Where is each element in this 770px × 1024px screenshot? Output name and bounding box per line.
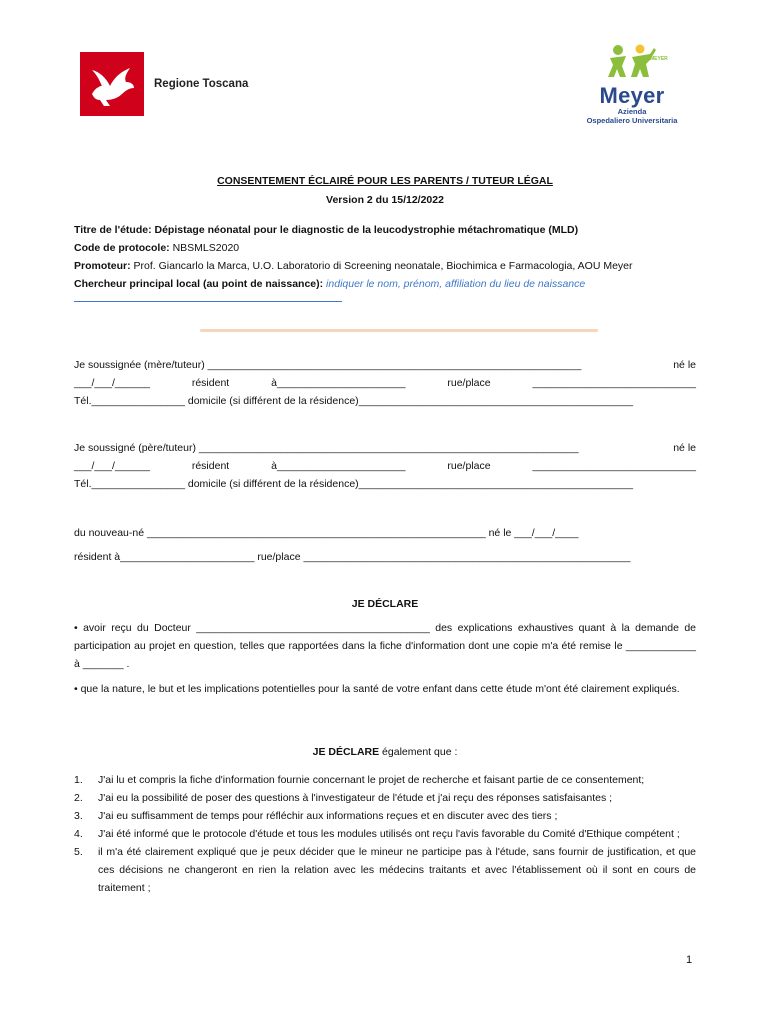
father-line-3: Tél.________________ domicile (si différent de la résidence)_______________________________________________ — [74, 478, 634, 490]
page-number: 1 — [686, 954, 693, 966]
declaration-1-paragraph-1: • avoir reçu du Docteur ________________________________________ des explications exhaustives quant à la demande de participation au projet en question, telles que rapportées dans la fiche d'information dont une copie m'a été remise le ____________ à _______ . — [74, 622, 696, 670]
chercheur-blank-line — [74, 301, 342, 302]
declaration-1-paragraph-2: • que la nature, le but et les implications potentielles pour la santé de votre enfant dans cette étude m'ont été clairement expliqués. — [74, 683, 680, 695]
list-item: 5. il m'a été clairement expliqué que je peux décider que le mineur ne participe pas à l'étude, sans fournir de justification, et que ces décisions ne changeront en rien la relation avec les médecins traitants et avec l'établissement où il sont en cours de traitement ; — [74, 846, 696, 894]
title-line-2: Version 2 du 15/12/2022 — [326, 194, 444, 206]
mother-line-2: ___/___/______ résident à______________________ rue/place ____________________________ — [74, 377, 696, 389]
study-title: Titre de l'étude: Dépistage néonatal pour le diagnostic de la leucodystrophie métachromatique (MLD) — [74, 224, 579, 236]
list-item: 4. J'ai été informé que le protocole d'étude et tous les modules utilisés ont reçu l'avis favorable du Comité d'Ethique compétent ; — [74, 828, 680, 840]
title-line-1: CONSENTEMENT ÉCLAIRÉ POUR LES PARENTS / TUTEUR LÉGAL — [217, 175, 553, 187]
mother-line-3: Tél.________________ domicile (si différent de la résidence)_______________________________________________ — [74, 395, 634, 407]
newborn-line-2: résident à_______________________ rue/place ________________________________________________________ — [74, 551, 631, 563]
mother-line-1: Je soussignée (mère/tuteur) ________________________________________________________________ né le — [74, 359, 696, 371]
declaration-1-heading: JE DÉCLARE — [351, 598, 419, 610]
list-item: 2. J'ai eu la possibilité de poser des questions à l'investigateur de l'étude et j'ai reçu des réponses satisfaisantes ; — [74, 792, 613, 804]
list-item: 1. J'ai lu et compris la fiche d'information fournie concernant le projet de recherche et faisant partie de ce consentement; — [74, 774, 645, 786]
declaration-2-heading: JE DÉCLARE également que : — [312, 746, 458, 758]
meyer-logo — [578, 44, 686, 125]
mother-section — [74, 356, 696, 410]
meyer-badge: MEYER — [650, 56, 668, 62]
promoteur: Promoteur: Prof. Giancarlo la Marca, U.O. Laboratorio di Screening neonatale, Biochimica e Farmacologia, AOU Meyer — [74, 260, 633, 272]
document-title — [0, 172, 770, 210]
protocol-code: Code de protocole: NBSMLS2020 — [74, 242, 240, 254]
declaration-list — [74, 771, 696, 897]
father-line-1: Je soussigné (père/tuteur) _________________________________________________________________ né le — [74, 442, 696, 454]
declaration-1 — [74, 595, 696, 698]
chercheur-principal: Chercheur principal local (au point de naissance): indiquer le nom, prénom, affiliation du lieu de naissance — [74, 278, 586, 290]
separator-line — [200, 329, 598, 332]
newborn-section — [74, 521, 696, 569]
study-info — [74, 221, 696, 302]
regione-toscana-logo — [80, 52, 248, 116]
newborn-line-1: du nouveau-né __________________________________________________________ né le ___/___/____ — [74, 527, 579, 539]
meyer-sub2: Ospedaliero Universitaria — [586, 116, 678, 125]
father-section — [74, 439, 696, 493]
meyer-sub1: Azienda — [617, 107, 647, 116]
list-item: 3. J'ai eu suffisamment de temps pour réfléchir aux informations reçues et en discuter avec des tiers ; — [74, 810, 558, 822]
father-line-2: ___/___/______ résident à______________________ rue/place ____________________________ — [74, 460, 696, 472]
pegasus-icon — [80, 52, 144, 116]
regione-toscana-name: Regione Toscana — [154, 78, 249, 90]
declaration-2 — [74, 743, 696, 897]
meyer-brand: Meyer — [599, 83, 665, 108]
